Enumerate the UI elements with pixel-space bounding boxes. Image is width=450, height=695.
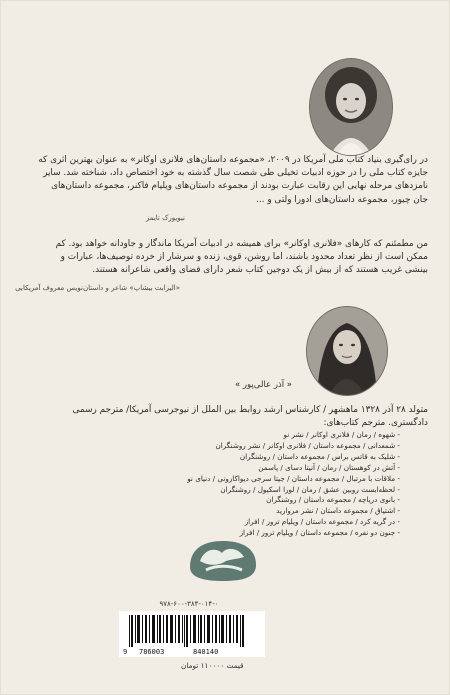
price: قیمت ۱۱۰۰۰۰ تومان (181, 661, 244, 670)
book-item: - ملاقات با مرتبال / مجموعه داستان / جیتا سرجی دیواکارونی / دنیای نو (187, 473, 400, 483)
book-item: - لحظه‌ابست روبین عشق / رمان / لورا اسکیول / روشنگران (220, 484, 400, 494)
review-source-2: «الیزابت بیشاپ» شاعر و داستان‌نویس معروف آمریکایی (15, 284, 180, 292)
barcode (119, 611, 265, 657)
barcode-digit-left: 9 (123, 648, 128, 656)
book-item: - شهوه / رمان / فلانری اوکانر / نشر نو (283, 430, 400, 439)
review-paragraph-1: در رای‌گیری بنیاد کتاب ملی آمریکا در ۲۰۰۹، «مجموعه داستان‌های فلانری اوکانر» به عنوان بهترین اثری که جایزه کتاب ملی را در حوزه ادبیات تخیلی طی شصت سال گذشته به خود اختصاص داد، شناخته شد. سایر نامزدهای مرحله نهایی این رقابت عبارت بودند از مجموعه داستان‌های ویلیام فاکنر، مجموعه داستان‌های جان چیور، مجموعه داستان‌های ادورا ولتی و ... (38, 155, 428, 205)
review-paragraph-2: من مطمئنم که کارهای «فلانری اوکانر» برای همیشه در ادبیات آمریکا ماندگار و جاودانه خواهد بود. کم ممکن است از نظر تعداد محدود باشند، اما روشن، قوی، زنده و سرشار از خرده توصیف‌ها، عبارات و بینشی غریب هستند که از بیش از یک دوجین کتاب شعر دارای فضای واقعی شاعرانه هستند. (55, 239, 428, 276)
review-source-1: نیویورک تایمز (145, 214, 185, 222)
book-item: - در گریه کرد / مجموعه داستان / ویلیام ترور / افراز (244, 517, 400, 527)
translator-bio: متولد ۲۸ آذر ۱۳۲۸ ماهشهر / کارشناس ارشد روابط بین الملل از نیوجرسی آمریکا/ مترجم رسمی دادگستری. مترجم کتاب‌های: (72, 405, 428, 429)
book-item: - شمعدانی / مجموعه داستان / فلانری اوکانر / نشر روشنگران (215, 440, 400, 450)
book-item: - آتش در کوهستان / رمان / آنیتا دسای / پاسمن (258, 462, 400, 472)
barcode-digits-mid: 786003 (139, 648, 165, 656)
book-item: - شلیک به قاتس براس / مجموعه داستان / روشنگران (239, 451, 400, 461)
barcode-digits-right: 840140 (193, 648, 219, 656)
portrait-translator-image (307, 307, 387, 395)
translator-name: « آذر عالی‌پور » (235, 380, 292, 390)
book-item: - جنون دو نفره / مجموعه داستان / ویلیام ترور / افراز (239, 528, 400, 538)
publisher-logo (186, 537, 260, 585)
portrait-photo-top (309, 58, 393, 156)
barcode-graphic (119, 611, 265, 657)
translated-books-list (100, 430, 400, 539)
book-item: - اشتیاق / مجموعه داستان / نشر مروارید (276, 506, 400, 516)
publisher-logo-icon (186, 537, 260, 585)
portrait-photo-translator (306, 306, 388, 396)
isbn: ۹۷۸-۶۰۰-۳۸۴-۰۱۴-۰ (159, 600, 219, 608)
book-item: - بانوی دریاچه / مجموعه داستان / روشنگران (266, 495, 400, 505)
portrait-top-image (310, 59, 392, 155)
